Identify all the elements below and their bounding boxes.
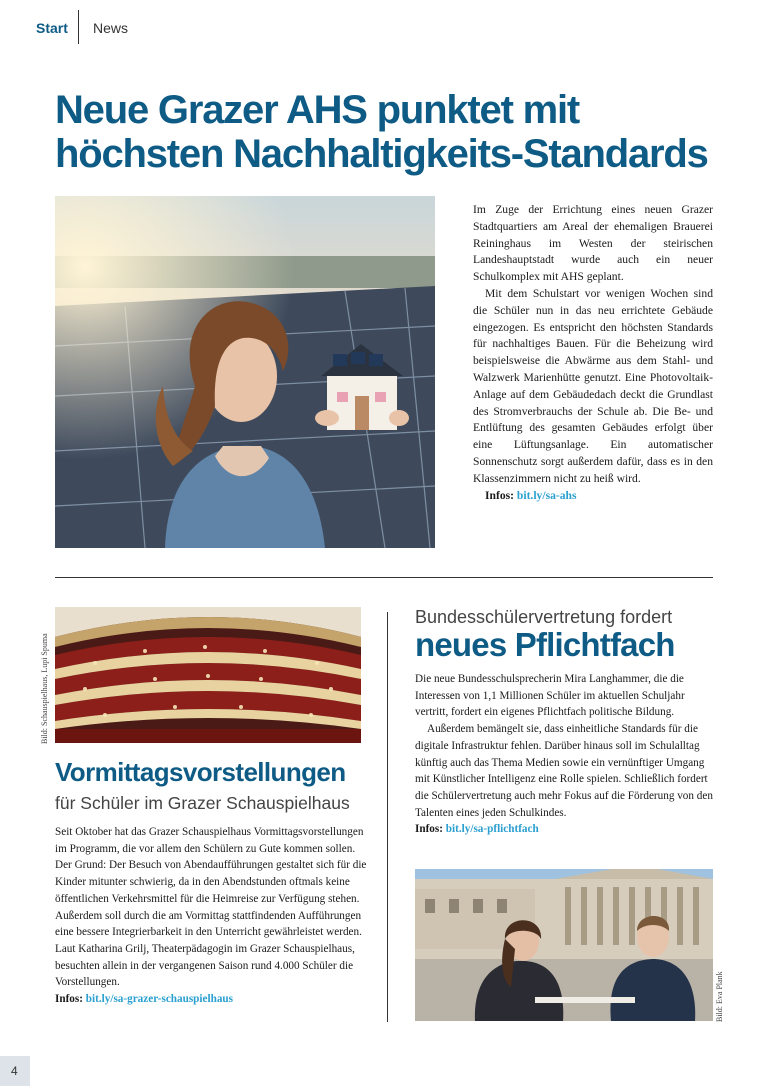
bsv-title: neues Pflichtfach [415, 626, 675, 663]
info-label: Infos: [415, 823, 443, 836]
section-label: Start [36, 20, 68, 36]
column-divider [387, 612, 388, 1022]
info-link-ahs[interactable]: bit.ly/sa-ahs [516, 488, 577, 502]
info-label: Infos: [55, 993, 83, 1006]
theater-paragraph: Seit Oktober hat das Grazer Schauspielhaus Vormittagsvorstellungen im Programm, die vor allem den Schülern zu Gute kommen sollen. Der Grund: Der Besuch von Abendaufführungen gestaltet sich für die Kinder mitunter schwierig, da in den Abendstunden oftmals keine öffentlichen Verkehrsmittel für die Heimreise zur Verfügung stehen. Außerdem soll durch die am Vormittag stattfindenden Aufführungen eine bessere Integrierbarkeit in den Unterricht gewährleistet werden. Laut Katharina Grilj, Theaterpädagogin im Grazer Schauspielhaus, besuchten allein in der vergangenen Saison rund 4.000 Schüler die Vorstellungen. [55, 826, 367, 989]
main-paragraph-2: Mit dem Schulstart vor wenigen Wochen sind die Schüler nun in das neu errichtete Gebäude eingezogen. Es entspricht den höchsten Standards für nachhaltiges Bauen. Für die Beheizung wird beispielsweise die Abwärme aus dem Stahl- und Walzwerk Marienhütte genutzt. Eine Photovoltaik-Anlage auf dem Gebäudedach deckt die Grundlast des Stromverbrauchs der Schule ab. Die Be- und Entlüftung des gesamten Gebäudes erfolgt über eine Lüftungsanlage. Ein automatischer Sonnenschutz sorgt außerdem dafür, dass es in den Klassenzimmern nicht zu heiß wird. [473, 286, 713, 485]
parliament-photo [415, 869, 713, 1021]
main-paragraph-1: Im Zuge der Errichtung eines neuen Grazer Stadtquartiers am Areal der ehemaligen Brauerei Reininghaus im Westen der steirischen Landeshauptstadt wurde auch ein neuer Schulkomplex mit AHS geplant. [473, 203, 713, 284]
headline-line-2: höchsten Nachhaltigkeits-Standards [55, 132, 708, 176]
main-article-text [473, 202, 713, 504]
hero-photo-woman-with-house-model [55, 196, 435, 548]
category-label: News [93, 20, 129, 36]
theater-photo [55, 607, 361, 743]
bsv-info-line [415, 821, 713, 838]
main-info-line [473, 488, 713, 505]
bsv-subtitle: Bundesschülervertretung fordert [415, 607, 673, 627]
headline-line-1: Neue Grazer AHS punktet mit [55, 88, 580, 132]
bsv-paragraph-2: Außerdem bemängelt sie, dass einheitliche Standards für die digitale Infrastruktur fehlen. Darüber hinaus soll im Schulalltag künftig auch das Thema Medien sowie ein vernünftiger Umgang mit Künstlicher Intelligenz eine Rolle spielen. Schließlich fordert die Schülervertretung auch mehr Fokus auf die Förderung von den Talenten eines jeden Schulkindes. [415, 723, 713, 819]
info-label: Infos: [485, 488, 514, 502]
theater-image-credit: Bild: Schauspielhaus, Lupi Spuma [40, 633, 49, 744]
bsv-paragraph-1: Die neue Bundesschulsprecherin Mira Langhammer, die die Interessen von 1,1 Millionen Schüler im aktuellen Schuljahr vertritt, fordert ein eigenes Pflichtfach politische Bildung. [415, 673, 685, 719]
theater-article-text [55, 824, 367, 1008]
theater-subtitle: für Schüler im Grazer Schauspielhaus [55, 793, 350, 813]
info-link-schauspielhaus[interactable]: bit.ly/sa-grazer-schauspielhaus [85, 993, 233, 1006]
parliament-image-credit: Bild: Eva Plank [715, 971, 724, 1022]
hero-illustration [55, 196, 435, 548]
page-number [0, 1056, 30, 1086]
theater-info-line [55, 991, 367, 1008]
section-divider [55, 577, 713, 578]
nav-divider [78, 10, 79, 44]
page-headline [55, 88, 745, 176]
parliament-illustration [415, 869, 713, 1021]
theater-title: Vormittagsvorstellungen [55, 757, 346, 787]
info-link-pflichtfach[interactable]: bit.ly/sa-pflichtfach [445, 823, 539, 836]
theater-illustration [55, 607, 361, 743]
bsv-article-text [415, 671, 713, 838]
page-number-text: 4 [11, 1064, 18, 1078]
